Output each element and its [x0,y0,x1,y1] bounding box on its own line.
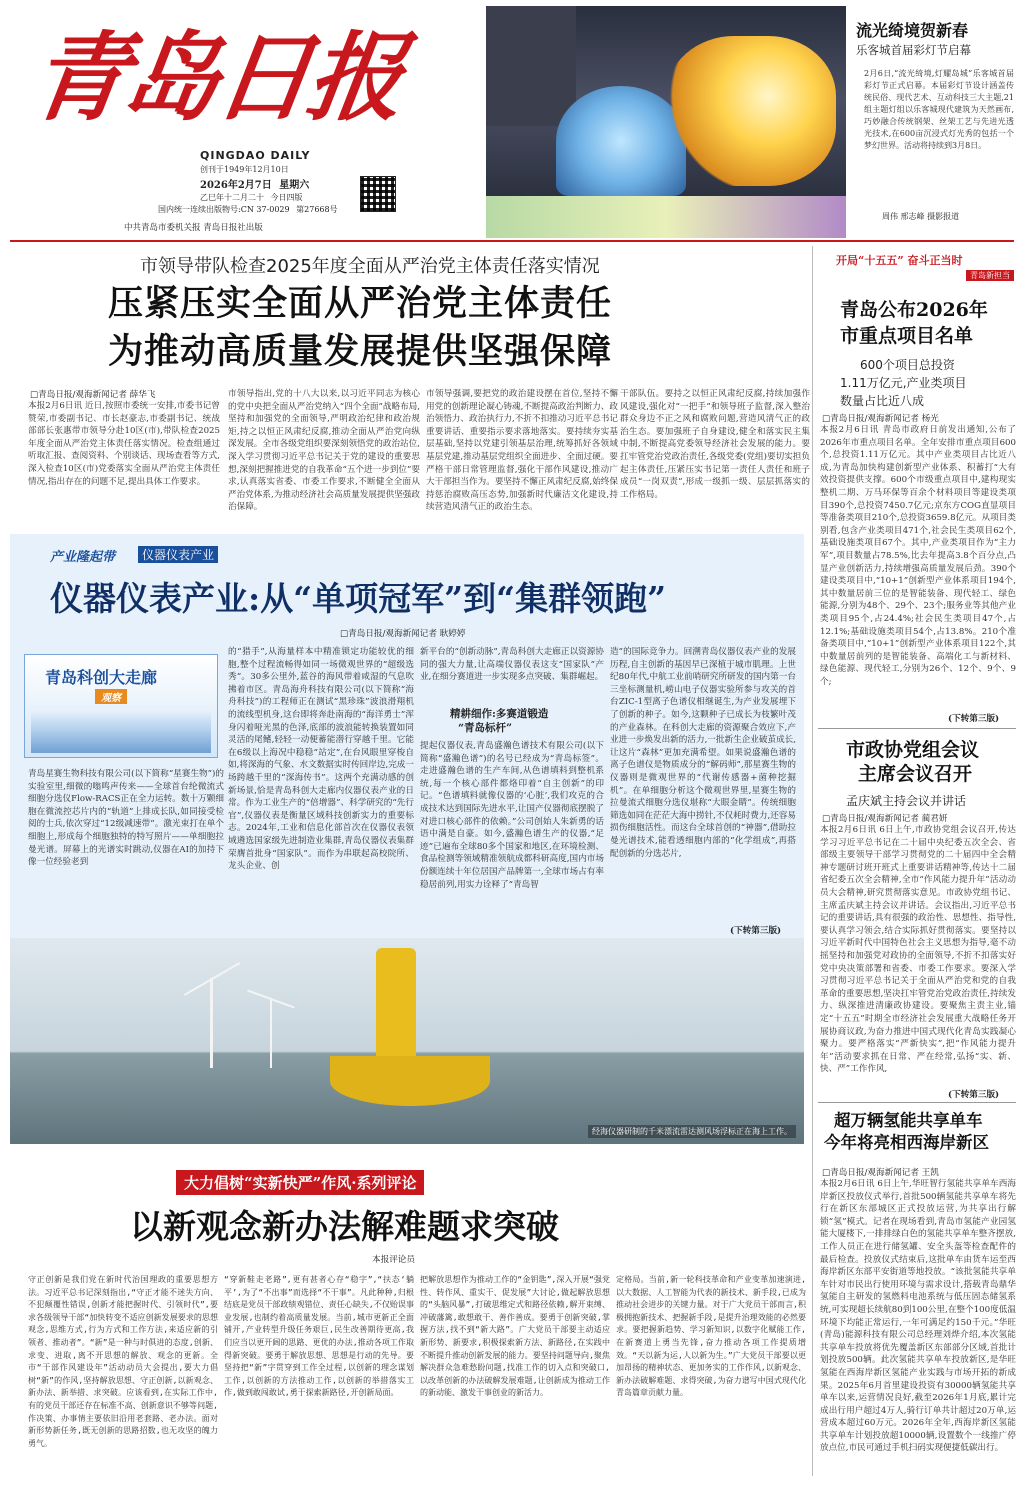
weekday-text: 星期六 [279,180,310,191]
feature-tag-sub: 仪器仪表产业 [138,546,218,563]
date-text: 2026年2月7日 [200,180,272,191]
lead-kicker: 市领导带队检查2025年度全面从严治党主体责任落实情况 [140,256,600,277]
feature-byline: □青岛日报/观海新闻记者 耿婷婷 [340,629,466,639]
masthead-lunar [200,192,303,203]
commentary-col-1: 守正创新是我们党在新时代治国理政的重要思想方法。习近平总书记深刻指出,“守正才能不迷失方向、不犯颠覆性错误,创新才能把握时代、引领时代”,要求各级领导干部“加快转变不适应创新发展要求的思想观念,思维方式,行为方式和工作方法,来适应新的引领者、推动者”。“新”是一种与时俱进的态度,创新、求变、进取,离不开思想的解放、观念的更新。全市“干部作风建设年”活动动员大会提出,要大力倡树“新”的作风,坚持解放思想、守正创新,以新观念、新办法、新举措、求突破。应该看到,在实际工作中,有的党员干部还存在标准不高、创新意识不够等问题,作决策、办事情主要依旧沿用老套路、老办法。面对新形势新任务,既无创新的思路招数,也无攻坚的魄力勇气。 [28,1275,218,1448]
lead-headline-2: 为推动高质量发展提供坚强保障 [108,331,613,372]
top-feature-title: 流光绮境贺新春 [856,21,969,40]
right-column-divider [812,246,813,1476]
story1-sub-1: 600个项目总投资 [860,358,955,372]
feature-col-1: 青岛星赛生物科技有限公司(以下简称“星赛生物”)的实验室里,细微的嗡鸣声传来——全球首台纶微流式细胞分选仪Flow-RACS正在全力运转。数十万颗细胞在微流控芯片内的“轨道”上排成长队,如同接受检阅的士兵,依次穿过“12级减速带”。激光束打在单个细胞上,形成每个细胞独特的特写照片——单细胞拉曼光谱。屏幕上的光谱实时跳动,仪器在AI的加持下像一位经验老到 [28,769,224,868]
lead-col-1: 本报2月6日讯 近日,按照市委统一安排,市委书记曾赞荣,市委副书记、市长赵豪志,市委副书记、统战部部长张惠带市领导分赴10区(市),带队检查2025年度全面从严治党主体责任落实情况。检查组通过听取汇报、查阅资料、个别谈话、现场查看等方式,深入检查10区(市)党委落实全面从严治党主体责任情况,指出存在的问题不足,提出具体工作要求。 [28,401,220,487]
corridor-badge-sub: 观察 [95,689,127,704]
wind-farm-photo [10,938,804,1144]
right-divider-2 [818,1102,1016,1103]
corridor-badge [24,654,218,758]
top-feature-credit: 周伟 邢志峰 摄影报道 [882,212,960,221]
feature-panel [10,534,804,1144]
story3-body: 本报2月6日讯 6日上午,华旺智行氢能共享单车西海岸新区投放仪式举行,首批500辆氢能共享单车将先行在新区东部城区正式投放运营,为共享出行解锁“氢”模式。记者在现场看到,青岛市氢能产业园氢能大厦楼下,一排排绿白色的氢能共享单车整齐摆放,工作人员正在进行储氢罐、安全头盔等检查配件的最后检查。投放仪式结束后,这批单车由货车运至西海岸新区东部平安街道等地投放。“该批氢能共享单车针对市民出行使用环境与需求设计,搭载青岛鼎华氢能自主研发的氢燃料电池系统与低压固态储氢系统,可实现超长续航80到100公里,在整个100度低温环境下均能正常运行,一年可满足约150千元。”华旺(青岛)能源科技有限公司总经理刘烨介绍,本次氢能共享单车投放将优先覆盖新区东部部分区域,首批计划投放500辆。此次氢能共享单车投放新区,是华旺氢能在西海岸新区氢能产业实践与市场开拓的新成果。2025年6月首里建设投资有30000辆氢能共享单车以来,运营情况良好,截至2026年1月底,累计完成出行用户超过4万人,骑行订单共计超过20万单,运营成本超过60万元。2026年全年,西海岸新区氢能共享单车计划投放超10000辆,设置数个一线推广停放点位,市民可通过手机扫码实现便捷低碳出行。 [820,1179,1016,1454]
feature-col-2: 的“猎手”,从海量样本中精准锁定功能较优的细胞,整个过程流畅得如同一场微观世界的“超级选秀”。30多公里外,蓝谷的海风带着咸湿的气息吹拂着市区。青岛海舟科技有限公司(以下简称“海舟科技”)的工程师正在测试“黑珍珠”波浪滑翔机的流线型机身,这台即将奔赴南海的“海洋勇士”浑身闪着哑光黑的色泽,底部的波浪能转换装置如同灵活的尾鳍,轻轻一动便蓄能潜行穿越千里。它能在6级以上海况中稳稳“站定”,在台风眼里穿梭自如,将深海的气象、水文数据实时传回岸边,完成一场跨越千里的“深海传书”。这两个充满动感的创新场景,恰是青岛科创大走廊内仪器仪表产业的日常。作为工业生产的“倍增器”、科学研究的“先行官”,仪器仪表是衡量区域科技创新实力的重要标志。2024年,工业和信息化部首次在仪器仪表领域遴选国家级先进制造业集群,青岛仪器仪表集群荣膺首批身“国家队”。而作为串联起高校院所、龙头企业、创 [228,647,414,872]
corridor-skyline [31,711,211,753]
buoy-base [330,1056,490,1106]
pages-text: 今日四版 [270,193,303,202]
turbine-tower-1 [210,978,213,1068]
story1-headline-2: 市重点项目名单 [840,325,974,347]
buoy-tower [376,948,416,1058]
commentary-col-4: 定格局。当前,新一轮科技革命和产业变革加速演进,以大数据、人工智能为代表的新技术、新手段,已成为推动社会进步的关键力量。对于广大党员干部而言,积极拥抱新技术、把握新手段,是提升治理效能的必然要求。要把握新趋势、学习新知识,以数字化赋能工作,在新赛道上勇当先锋,奋力推动各项工作提质增效。“天以新为运,人以新为生。”广大党员干部要以更加昂扬的精神状态、更加务实的工作作风,以新观念、新办法破解难题、求得突破,为奋力谱写中国式现代化青岛篇章贡献力量。 [616,1275,806,1398]
story3-headline-2: 今年将亮相西海岸新区 [824,1133,989,1152]
publisher-line: 中共青岛市委机关报 青岛日报社出版 [124,223,263,233]
turbine-tower-2 [270,998,272,1068]
story1-byline: □青岛日报/观海新闻记者 杨光 [822,414,939,424]
lead-col-3: 市领导强调,要把党的政治建设摆在首位,坚持不懈用党的创新理论凝心铸魂,不断提高政治判断力、政治领悟力、政治执行力,不折不扣推动习近平总书记重要讲话、重要指示要求落地落实。要持续夯实基层基础,坚持以党建引领基层治理,统筹抓好各领域基层党建,推动基层党组织全面进步、全面过硬。要严格干部日常管理监督,强化干部作风建设,推动广大干部担当作为。要坚持不懈正风肃纪反腐,始终保持惩治腐败高压态势,加强新时代廉洁文化建设,持续营造风清气正的政治生态。 [426,389,618,513]
story1-continued: (下转第三版) [948,714,1000,724]
story3-byline: □青岛日报/观海新闻记者 王凯 [822,1168,939,1178]
masthead-english: QINGDAO DAILY [200,149,311,162]
feature-col-3a: 新平台的“创新动脉”,青岛科创大走廊正以资源协同的强大力量,让高端仪器仪表这支“国家队”产业,在细分赛道进一步实现多点突破、集群崛起。 [420,647,604,683]
lead-col-2: 市领导指出,党的十八大以来,以习近平同志为核心的党中央把全面从严治党纳入“四个全面”战略布局,坚持和加强党的全面领导,严明政治纪律和政治规矩,持之以恒正风肃纪反腐,推动全面从严治党向纵深发展。全市各级党组织要深刻领悟党的政治站位,深入学习贯彻习近平总书记关于党的建设的重要思想,深刻把握推进党的自我革命“五个进一步到位”要求,认真落实省委、市委工作要求,不断健全全面从严治党体系,为推动经济社会高质量发展提供坚强政治保障。 [228,389,420,513]
masthead-date [200,176,309,191]
feature-subhead-2: “青岛标杆” [458,722,513,734]
commentary-headline: 以新观念新办法解难题求突破 [130,1207,559,1246]
lead-headline-1: 压紧压实全面从严治党主体责任 [108,283,613,324]
commentary-col-2: “穿新鞋走老路”,更有甚者心存“稳字”,“扶态‘躺平’,为了“不出事”而选择“不干事”。凡此种种,归根结底是党员干部政绩观错位、责任心缺失,不仅贻误事业发展,也制约着高质量发展。当前,城市更新正全面铺开,产业转型升级任务艰巨,民生改善期待更高,我们应当以更开阔的思路、更优的办法,推动各项工作取得新突破。要勇于解放思想、思想是行动的先导。要坚持把“新”字贯穿到工作全过程,以创新的理念谋划工作,以创新的方法推动工作,以创新的举措落实工作,做到敢闯敢试,勇于探索新路径,开创新局面。 [224,1275,414,1398]
top-feature-subtitle: 乐客城首届彩灯节启幕 [856,43,971,57]
masthead-divider [10,240,1014,242]
building-shape [486,6,576,126]
corridor-badge-title: 青岛科创大走廊 [45,668,158,687]
qr-code [360,176,396,212]
top-feature-body: 2月6日,“流光绮境,灯耀岛城”乐客城首届彩灯节正式启幕。本届彩灯节设计涵盖传统民俗、现代艺术、互动科技三大主题,21组主题灯组以乐客城现代建筑为天然画布,巧妙融合传统钢架、丝架工艺与先进光透光技术,在600亩沉浸式灯光秀的包括一个梦幻世界。活动将持续到3月8日。 [864,69,1014,150]
lantern-pegasus [666,36,836,186]
right-banner-title: 开局“十五五” 奋斗正当时 [836,254,963,267]
right-banner-sub: 青岛新担当 [966,270,1014,281]
story2-body: 本报2月6日讯 6日上午,市政协党组会议召开,传达学习习近平总书记在二十届中央纪委五次全会、省部级主要领导干部学习贯彻党的二十届四中全会精神专题研讨班开班式上重要讲话精神等,传达十二届省纪委五次全会精神,全市“作风能力提升年”活动动员大会精神,研究贯彻落实意见。市政协党组书记、主席孟庆斌主持会议并讲话。会议指出,习近平总书记的重要讲话,具有很强的政治性、思想性、指导性,要认真学习领会,结合实际抓好贯彻落实。要坚持以习近平新时代中国特色社会主义思想为指导,毫不动摇坚持和加强党对政协的全面领导,不折不扣落实好党中央决策部署和省委、市委工作要求。要深入学习贯彻习近平总书记关于全面从严治党和党的自我革命的重要思想,坚决扛牢管党治党政治责任,持续发力、纵深推进清廉政协建设。要聚焦主责主业,锚定“十五五”时期全市经济社会发展重大战略任务开展协商议政,为奋力推进中国式现代化青岛实践凝心聚力。要严格落实“严新快实”,把“作风能力提升年”活动要求抓在日常、严在经常,弘扬“实、新、快、严”工作作风, [820,825,1016,1075]
story1-sub-2: 1.11万亿元,产业类项目 [840,376,967,390]
commentary-author: 本报评论员 [372,1255,415,1265]
right-divider-1 [818,728,1016,729]
story2-headline-1: 市政协党组会议 [846,739,980,761]
lantern-photo [486,6,846,238]
story3-headline-1: 超万辆氢能共享单车 [834,1111,983,1130]
feature-subhead-1: 精耕细作:多赛道锻造 [450,708,549,720]
masthead-cn-number [158,204,338,215]
story2-byline: □青岛日报/观海新闻记者 蔺君妍 [822,814,948,824]
lantern-ground [486,196,846,238]
lunar-text: 乙巳年十二月二十 [200,193,264,202]
feature-col-4: 造”的国际竞争力。回溯青岛仪器仪表产业的发展历程,自主创新的基因早已深植于城市肌理。上世纪80年代,中航工业前哨研究所研发的国内第一台三坐标测量机,崂山电子仪器实验所参与攻关的首台ZIC-1型离子色谱仪相继诞生,为产业发展埋下了创新的种子。如今,这颗种子已成长为枝繁叶茂的产业森林。在科创大走廊的资源聚合效应下,产业进一步焕发出新的活力,一批新生企业破茧成长,让这片“森林”更加充满希望。如果说盛瀚色谱的离子色谱仪是物质成分的“解码师”,那星赛生物的仪器则是微观世界的“代谢传感器+菌种挖掘机”。在单细胞分析这个微观世界里,星赛生物的拉曼流式细胞分选仪堪称“大眼金睛”。传统细胞筛选如同在茫茫大海中捞针,不仅耗时费力,还容易损伤细胞活性。而这台全球首创的“神器”,借助拉曼光谱技术,能看透细胞内部的“化学组成”,再搭配创新的分选芯片, [610,647,796,859]
photo-caption: 经海仪器研制的千米漂流雷达测风场浮标正在海上工作。 [588,1125,796,1138]
story1-headline-1: 青岛公布2026年 [840,299,988,321]
story2-headline-2: 主席会议召开 [858,763,973,785]
story2-sub: 孟庆斌主持会议并讲话 [846,794,967,808]
feature-tag: 产业隆起带 [50,550,116,565]
masthead [14,12,480,237]
masthead-founded: 创刊于1949年12月10日 [200,165,289,174]
commentary-col-3: 把解放思想作为推动工作的“金钥匙”,深入开展“强党性、转作风、重实干、促发展”大讨论,做起解放思想的“头脑风暴”,打破思维定式和路径依赖,解开束缚、冲破藩篱,敢想敢干、善作善成。要勇于创新突破,掌握方法,找不到“新大路”。广大党员干部要主动适应新形势、新要求,积极探索新方法、新路径,在实践中不断提升推动创新发展的能力。要坚持问题导向,聚焦解决群众急难愁盼问题,找准工作的切入点和突破口,以改革创新的办法破解发展难题,让创新成为推动工作的新动能、激发干事创业的新活力。 [420,1275,610,1398]
cn-number-text: 国内统一连续出版物号:CN 37-0029 [158,205,290,214]
story2-continued: (下转第三版) [948,1090,1000,1100]
story1-body: 本报2月6日讯 青岛市政府日前发出通知,公布了2026年市重点项目名单。全年安排市重点项目600个,总投资1.11万亿元。其中产业类项目占比近八成,为青岛加快构建创新型产业体系、积蓄打“大有效投资提供支撑。600个市级重点项目中,建构现实整机二期、万马环保等百余个材料项目等建设类项目390个,总投资7450.7亿元;京东方COG直显项目等准备类项目210个,总投资3659.8亿元。从项目类别看,包含产业类项目471个,社会民生类项目62个,基础设施类项目67个。其中,产业类项目作为“主力军”,项目数量占78.5%,比去年提高3.8个百分点,凸显产业创新活力,持续增强高质量发展后劲。390个建设类项目中,“10+1”创新型产业体系项目194个,其中数量居前三位的是智能装备、现代轻工、绿色能源,分别为48个、29个、23个;服务业等其他产业类项目95个,占24.4%;社会民生类项目47个,占12.1%;基础设施类项目54个,占13.8%。210个准备类项目中,“10+1”创新型产业体系项目122个,其中数量居前列的是智能装备、高端化工与新材料、绿色能源、现代轻工,分别为26个、12个、9个、9个; [820,425,1016,687]
lead-col-4: 干部队伍。要持之以恒正风肃纪反腐,持续加强作风建设,强化对“一把手”和领导班子监督,深入整治群众身边不正之风和腐败问题,营造风清气正的政治生态。要加强班子自身建设,健全和落实民主集中制,不断提高党委领导经济社会发展的能力。要扛牢管党治党政治责任,各级党委(党组)要切实担负起主体责任,压紧压实书记第一责任人责任和班子成员“一岗双责”,形成一级抓一级、层层抓落实的工作格局。 [620,389,810,500]
feature-continued: (下转第三版) [730,926,782,936]
lead-byline: □青岛日报/观海新闻记者 薛华飞 [30,390,156,400]
top-feature [852,14,1016,238]
masthead-logo: 青岛日报 [24,21,409,134]
feature-headline: 仪器仪表产业:从“单项冠军”到“集群领跑” [50,579,667,618]
commentary-kicker: 大力倡树“实新快严”作风·系列评论 [176,1170,424,1195]
issue-text: 第27668号 [296,205,338,214]
feature-col-3b: 提起仪器仪表,青岛盛瀚色谱技术有限公司(以下简称“盛瀚色谱”)的名号已经成为“青岛标签”。走进盛瀚色谱的生产车间,从色谱填料到整机系统,每一个核心部件都烙印着“自主创新”的印记。“色谱填料就像仪器的‘心脏’,我们攻克的合成技术达到国际先进水平,让国产仪器彻底摆脱了对进口核心部件的依赖。”公司创始人朱新勇的话语中满是自豪。如今,盛瀚色谱生产的仪器,“足迹”已遍布全球80多个国家和地区,在环境检测、食品检测等领域精准领航成都科研高度,国内市场份额连续十年位居国产品牌第一,全球市场占有率稳居前列,用实力诠释了“青岛智 [420,741,604,890]
right-banner [830,252,1014,292]
story1-sub-3: 数量占比近八成 [840,394,925,408]
